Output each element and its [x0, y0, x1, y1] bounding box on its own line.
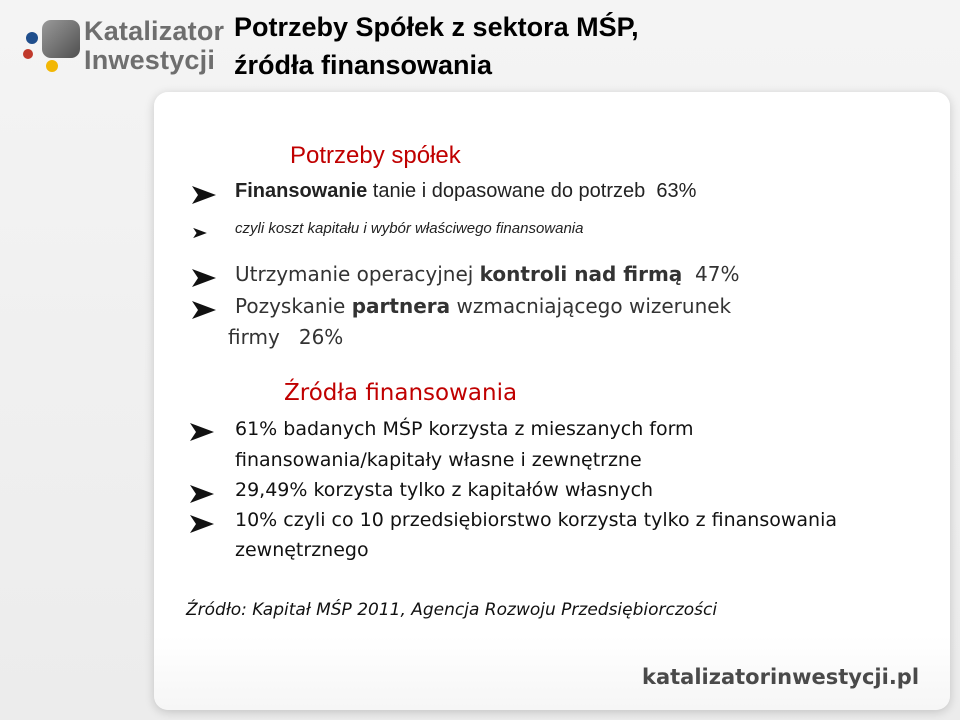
bullet-financing	[235, 180, 696, 203]
arrow-bullet-icon	[188, 483, 216, 505]
sources-item1-line2: finansowania/kapitały własne i zewnętrzne	[235, 449, 642, 471]
section-heading-needs: Potrzeby spółek	[290, 142, 461, 169]
arrow-bullet-icon	[188, 421, 216, 443]
arrow-bullet-icon	[188, 513, 216, 535]
sources-item2: 29,49% korzysta tylko z kapitałów własnych	[235, 479, 654, 501]
title-line1: Potrzeby Spółek z sektora MŚP,	[234, 12, 639, 42]
control-bold: kontroli nad firmą	[479, 262, 683, 286]
control-post: 47%	[682, 262, 740, 286]
sources-item3-line1: 10% czyli co 10 przedsiębiorstwo korzysta tylko z finansowania	[235, 509, 837, 531]
bullet-partner-continued: firmy 26%	[228, 325, 344, 349]
financing-rest: tanie i dopasowane do potrzeb 63%	[367, 180, 697, 202]
logo-dots-icon	[22, 18, 82, 74]
control-pre: Utrzymanie operacyjnej	[235, 262, 480, 286]
sources-item1-line1: 61% badanych MŚP korzysta z mieszanych form	[235, 418, 694, 440]
arrow-bullet-icon	[190, 184, 218, 206]
partner-pre: Pozyskanie	[235, 294, 352, 318]
section-heading-sources: Źródła finansowania	[284, 380, 518, 406]
bullet-partner	[235, 294, 731, 318]
bullet-financing-note: czyli koszt kapitału i wybór właściwego finansowania	[235, 220, 584, 237]
bullet-control	[235, 262, 739, 286]
logo-line2: Inwestycji	[84, 45, 216, 75]
partner-post: wzmacniającego wizerunek	[450, 294, 732, 318]
arrow-bullet-icon	[192, 226, 208, 240]
arrow-bullet-icon	[190, 299, 218, 321]
page-title	[234, 8, 934, 84]
financing-bold: Finansowanie	[235, 180, 368, 202]
source-note: Źródło: Kapitał MŚP 2011, Agencja Rozwoju Przedsiębiorczości	[186, 600, 718, 620]
logo-line1: Katalizator	[84, 16, 225, 46]
partner-bold: partnera	[351, 294, 451, 318]
title-line2: źródła finansowania	[234, 50, 493, 80]
sources-item3-line2: zewnętrznego	[235, 539, 369, 561]
footer-url[interactable]: katalizatorinwestycji.pl	[642, 665, 920, 689]
arrow-bullet-icon	[190, 267, 218, 289]
logo	[22, 14, 225, 75]
